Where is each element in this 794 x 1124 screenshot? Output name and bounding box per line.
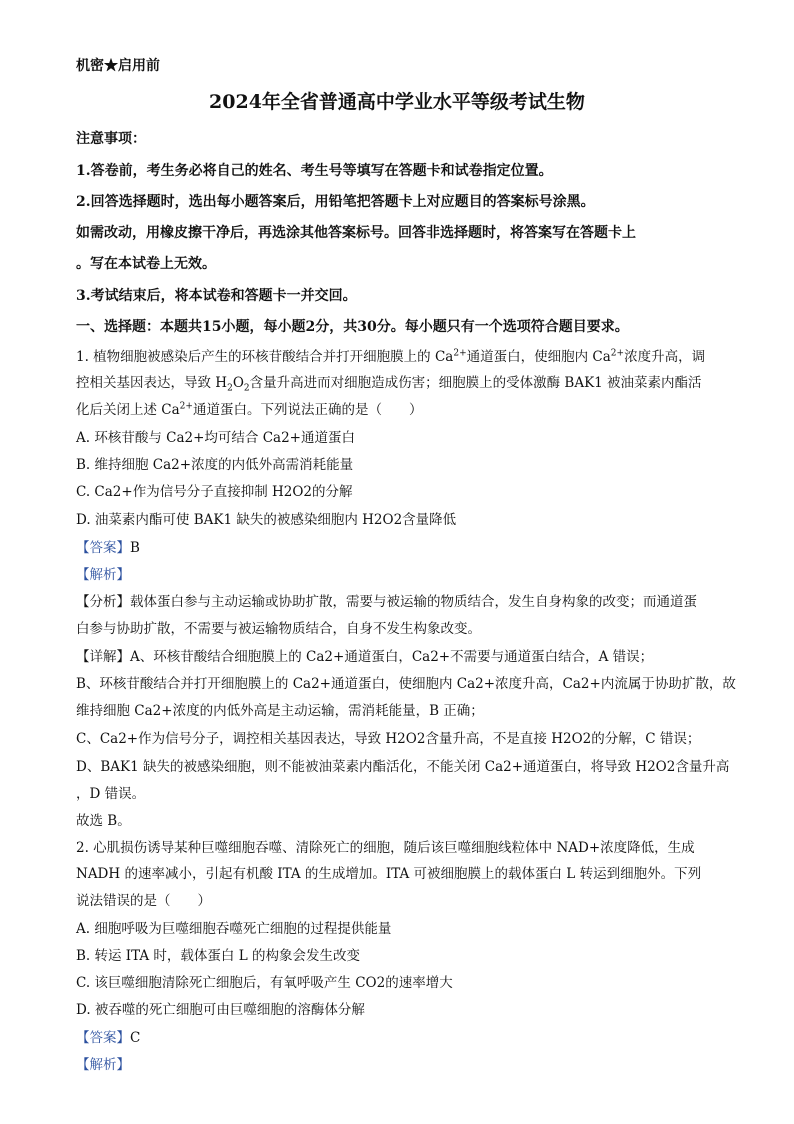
q1-detail-line-2: B、环核苷酸结合并打开细胞膜上的 Ca2+通道蛋白，使细胞内 Ca2+浓度升高，Ca2+内流属于协助扩散，故 [76,676,736,692]
q1-fenxi-line-2: 白参与协助扩散，不需要与被运输物质结合，自身不发生构象改变。 [76,621,481,637]
q1-option-a: A. 环核苷酸与 Ca2+均可结合 Ca2+通道蛋白 [76,430,355,446]
q1-detail-line-5: D、BAK1 缺失的被感染细胞，则不能被油菜素内酯活化，不能关闭 Ca2+通道蛋白，将导致 H2O2含量升高 [76,759,730,775]
q2-stem-line-1: 2. 心肌损伤诱导某种巨噬细胞吞噬、清除死亡的细胞，随后该巨噬细胞线粒体中 NAD+浓度降低，生成 [76,840,695,856]
q1-detail-line-6: ，D 错误。 [76,786,146,802]
q1-stem-line-2: 控相关基因表达，导致 $H_2O_2$含量升高进而对细胞造成伤害；细胞膜上的受体激酶 BAK1 被油菜素内酯活 [76,375,702,394]
notice-item-2: 2.回答选择题时，选出每小题答案后，用铅笔把答题卡上对应题目的答案标号涂黑。 [76,194,595,210]
q2-answer: 【答案】C [76,1030,141,1046]
q1-analysis-tag: 【解析】 [76,567,130,583]
q1-conclusion: 故选 B。 [76,813,131,829]
q2-option-c: C. 该巨噬细胞清除死亡细胞后，有氧呼吸产生 CO2的速率增大 [76,975,453,991]
q1-answer: 【答案】B [76,540,140,556]
q1-detail-line-3: 维持细胞 Ca2+浓度的内低外高是主动运输，需消耗能量，B 正确； [76,703,484,719]
q1-detail-line-4: C、Ca2+作为信号分子，调控相关基因表达，导致 H2O2含量升高，不是直接 H2O2的分解，C 错误； [76,731,701,747]
q2-option-b: B. 转运 ITA 时，载体蛋白 L 的构象会发生改变 [76,948,360,964]
q1-stem-line-3: 化后关闭上述 $Ca^{2+}$通道蛋白。下列说法正确的是（ ） [76,401,423,418]
q1-fenxi-line-1: 【分析】载体蛋白参与主动运输或协助扩散，需要与被运输的物质结合，发生自身构象的改变；而通道蛋 [76,594,697,610]
q2-option-d: D. 被吞噬的死亡细胞可由巨噬细胞的溶酶体分解 [76,1002,365,1018]
answer-tag: 【答案】 [76,1030,130,1046]
q1-detail-line-1: 【详解】A、环核苷酸结合细胞膜上的 Ca2+通道蛋白，Ca2+不需要与通道蛋白结合，A 错误； [76,649,654,665]
q1-stem-line-1: 1. 植物细胞被感染后产生的环核苷酸结合并打开细胞膜上的 $Ca^{2+}$通道蛋白，使细胞内 $Ca^{2+}$浓度升高，调 [76,348,706,365]
notice-item-2-end: 。写在本试卷上无效。 [76,256,216,272]
q1-option-c: C. Ca2+作为信号分子直接抑制 H2O2的分解 [76,484,353,500]
notice-item-2-cont: 如需改动，用橡皮擦干净后，再选涂其他答案标号。回答非选择题时，将答案写在答题卡上 [76,225,636,241]
answer-tag: 【答案】 [76,540,130,556]
notice-item-3: 3.考试结束后，将本试卷和答题卡一并交回。 [76,288,357,304]
notice-heading: 注意事项： [76,131,146,147]
notice-item-1: 1.答卷前，考生务必将自己的姓名、考生号等填写在答题卡和试卷指定位置。 [76,163,553,179]
q2-stem-line-2: NADH 的速率减小，引起有机酸 ITA 的生成增加。ITA 可被细胞膜上的载体蛋白 L 转运到细胞外。下列 [76,866,702,882]
q2-stem-line-3: 说法错误的是（ ） [76,893,211,909]
q2-option-a: A. 细胞呼吸为巨噬细胞吞噬死亡细胞的过程提供能量 [76,921,392,937]
q1-option-b: B. 维持细胞 Ca2+浓度的内低外高需消耗能量 [76,457,354,473]
q2-analysis-tag: 【解析】 [76,1057,130,1073]
section-heading: 一、选择题：本题共15小题，每小题2分，共30分。每小题只有一个选项符合题目要求。 [76,319,629,335]
q1-option-d: D. 油菜素内酯可使 BAK1 缺失的被感染细胞内 H2O2含量降低 [76,512,457,528]
page-title: 2024年全省普通高中学业水平等级考试生物 [209,91,585,113]
confidential-label: 机密★启用前 [76,58,160,74]
